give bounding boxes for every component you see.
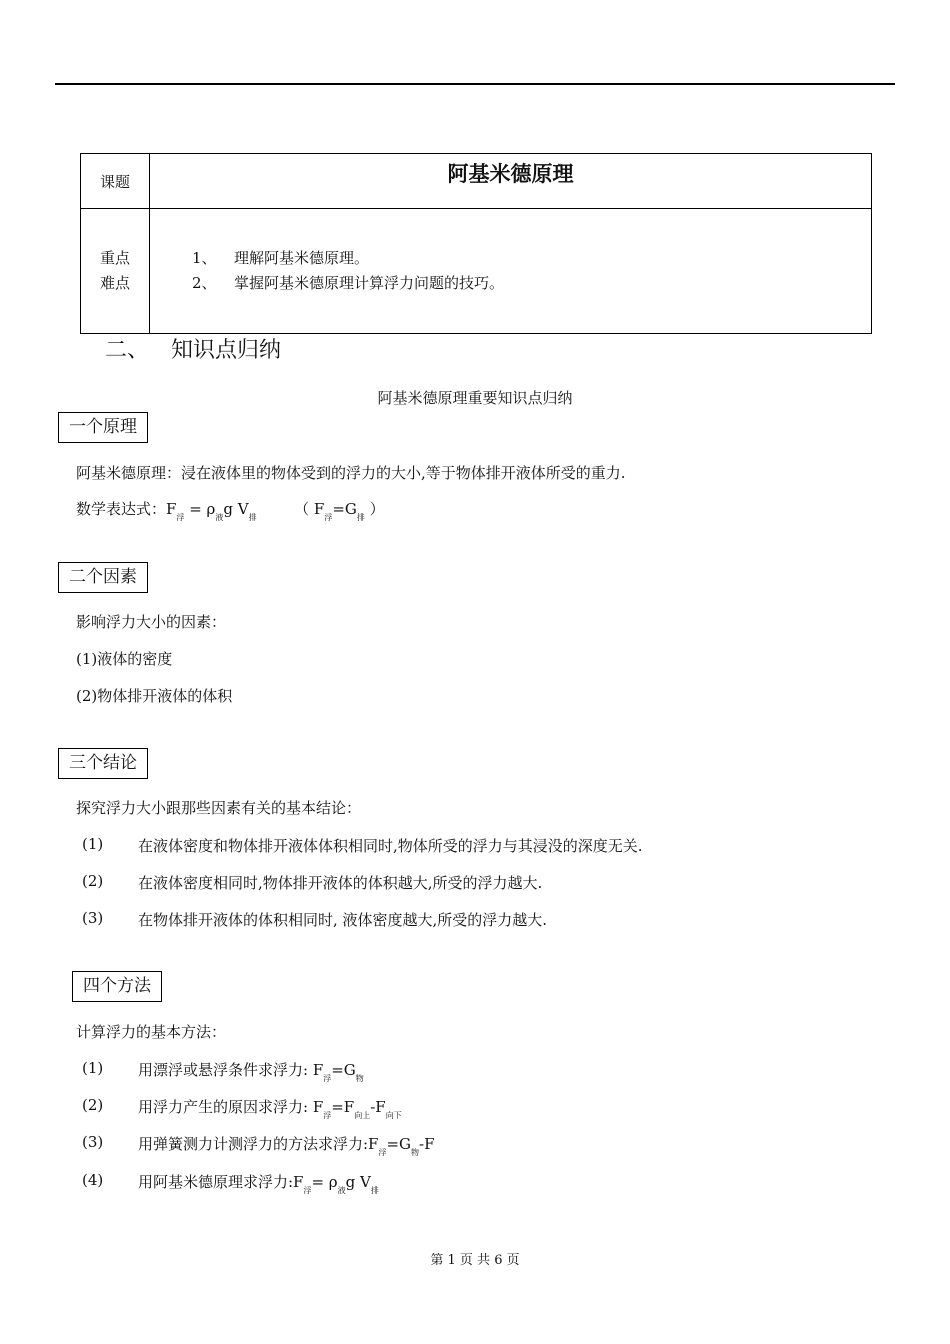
principle-formula: 数学表达式：$F_浮 = \rho_液g$ $V_排$ （ $F_浮=G_排$ ） bbox=[76, 500, 385, 522]
page-footer: 第 1 页 共 6 页 bbox=[430, 1253, 520, 1268]
factor-item: (1)液体的密度 bbox=[76, 650, 173, 668]
topic-title: 阿基米德原理 bbox=[150, 154, 872, 209]
topic-label: 课题 bbox=[81, 154, 150, 209]
factor-item: (2)物体排开液体的体积 bbox=[76, 687, 233, 705]
key-point: 1、 理解阿基米德原理。 bbox=[192, 249, 370, 267]
three-conclusions-box: 三个结论 bbox=[58, 748, 148, 779]
key-point: 2、 掌握阿基米德原理计算浮力问题的技巧。 bbox=[192, 274, 505, 292]
focus-label-2: 难点 bbox=[99, 274, 130, 292]
subtitle: 阿基米德原理重要知识点归纳 bbox=[377, 389, 573, 407]
key-points bbox=[150, 209, 872, 334]
factors-intro: 影响浮力大小的因素： bbox=[76, 613, 227, 631]
four-methods-box: 四个方法 bbox=[72, 971, 162, 1002]
section-heading: 二、 知识点归纳 bbox=[105, 338, 282, 363]
methods-intro: 计算浮力的基本方法： bbox=[76, 1023, 227, 1041]
two-factors-box: 二个因素 bbox=[58, 562, 148, 593]
conclusions-intro: 探究浮力大小跟那些因素有关的基本结论： bbox=[76, 799, 362, 817]
focus-label-1: 重点 bbox=[99, 249, 130, 267]
one-principle-box: 一个原理 bbox=[58, 412, 148, 443]
header-rule bbox=[55, 83, 895, 85]
focus-label bbox=[81, 209, 150, 334]
principle-statement: 阿基米德原理：浸在液体里的物体受到的浮力的大小,等于物体排开液体所受的重力. bbox=[76, 464, 626, 482]
lesson-table bbox=[80, 153, 872, 334]
